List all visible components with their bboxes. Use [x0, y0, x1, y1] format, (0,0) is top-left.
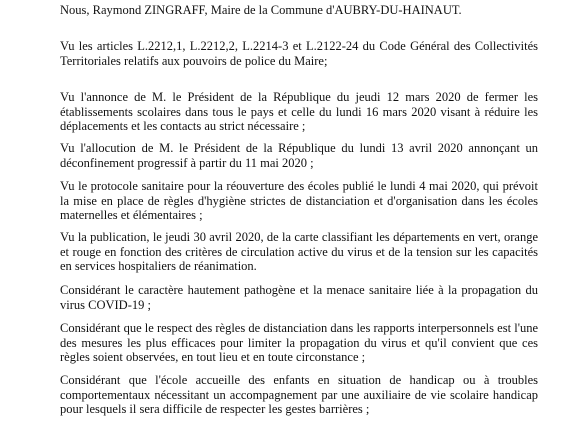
- deconfinement-allocution-paragraph: Vu l'allocution de M. le Président de la République du lundi 13 avril 2020 annonçant un déconfinement progressif à partir du 11 mai 2020 ;: [60, 141, 538, 170]
- mayor-preamble: Nous, Raymond ZINGRAFF, Maire de la Commune d'AUBRY-DU-HAINAUT.: [60, 3, 462, 17]
- legal-basis-paragraph: Vu les articles L.2212,1, L.2212,2, L.2214-3 et L.2122-24 du Code Général des Collectivités Territoriales relatifs aux pouvoirs de police du Maire;: [60, 39, 538, 68]
- disability-consideration-paragraph: Considérant que l'école accueille des enfants en situation de handicap ou à troubles comportementaux nécessitant un accompagnement par une auxiliaire de vie scolaire handicap pour lesquels il sera difficile de respecter les gestes barrières ;: [60, 373, 538, 416]
- school-closure-announcement-paragraph: Vu l'annonce de M. le Président de la République du jeudi 12 mars 2020 de fermer les établissements scolaires dans tous le pays et celle du lundi 16 mars 2020 visant à réduire les déplacements et les contacts au strict nécessaire ;: [60, 90, 538, 133]
- pathogen-consideration-paragraph: Considérant le caractère hautement pathogène et la menace sanitaire liée à la propagation du virus COVID-19 ;: [60, 283, 538, 312]
- department-map-paragraph: Vu la publication, le jeudi 30 avril 2020, de la carte classifiant les départements en vert, orange et rouge en fonction des critères de circulation active du virus et de la tension sur les capacités en services hospitaliers de réanimation.: [60, 230, 538, 273]
- sanitary-protocol-paragraph: Vu le protocole sanitaire pour la réouverture des écoles publié le lundi 4 mai 2020, qui prévoit la mise en place de règles d'hygiène strictes de distanciation et d'organisation dans les écoles maternelles et élémentaires ;: [60, 179, 538, 222]
- distancing-consideration-paragraph: Considérant que le respect des règles de distanciation dans les rapports interpersonnels est l'une des mesures les plus efficaces pour limiter la propagation du virus et qu'il convient que ces règles soient observées, en tout lieu et en toute circonstance ;: [60, 321, 538, 364]
